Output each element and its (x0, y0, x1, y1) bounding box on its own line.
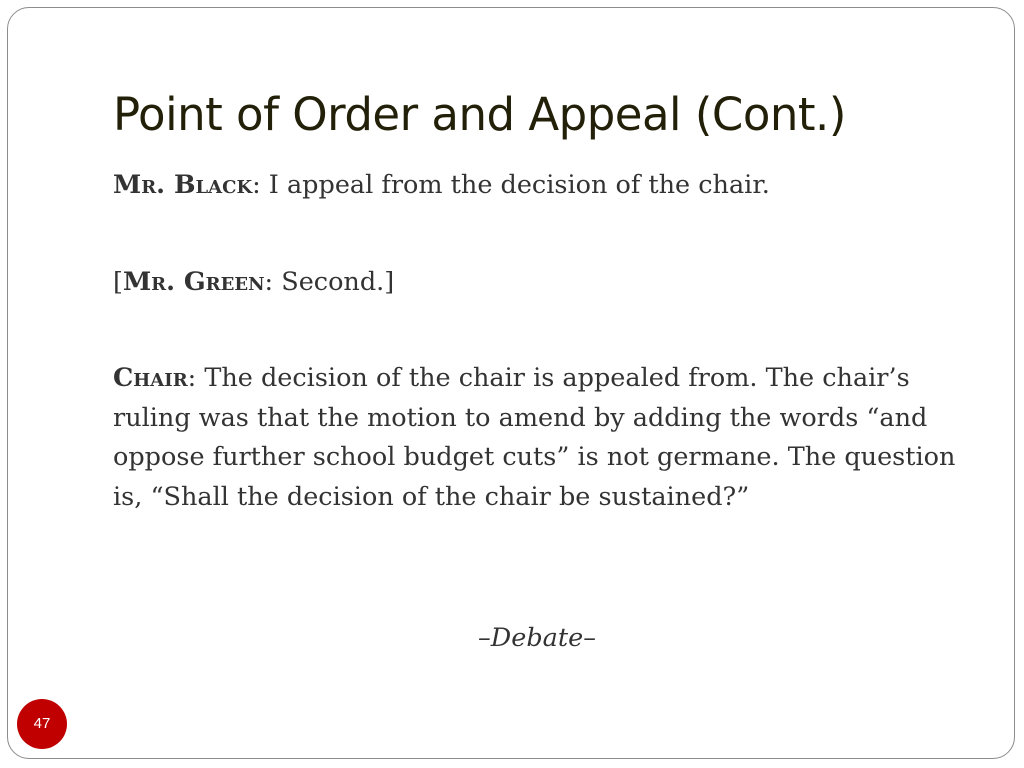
speaker-name: Chair (113, 363, 188, 393)
close-bracket: ] (384, 266, 395, 297)
speaker-separator: : (187, 363, 205, 393)
paragraph-text: I appeal from the decision of the chair. (268, 170, 770, 200)
speaker-name: Mr. Green (122, 266, 265, 297)
speaker-separator: : (264, 266, 282, 297)
paragraph-text: Second. (281, 266, 385, 297)
speaker-separator: : (252, 170, 269, 200)
debate-note: –Debate– (478, 623, 596, 653)
paragraph-mr-black (113, 166, 973, 206)
paragraph-chair (113, 359, 973, 517)
slide-title: Point of Order and Appeal (Cont.) (113, 88, 846, 141)
paragraph-text: The decision of the chair is appealed from. The chair’s ruling was that the motion to amend by adding the words “and oppose further school budget cuts” is not germane. The question is, “Shall the decision of the chair be sustained?” (113, 363, 956, 512)
slide-body (113, 166, 973, 517)
slide-number-badge: 47 (17, 699, 67, 749)
paragraph-mr-green (113, 263, 973, 303)
speaker-name: Mr. Black (113, 170, 253, 200)
open-bracket: [ (113, 266, 123, 297)
